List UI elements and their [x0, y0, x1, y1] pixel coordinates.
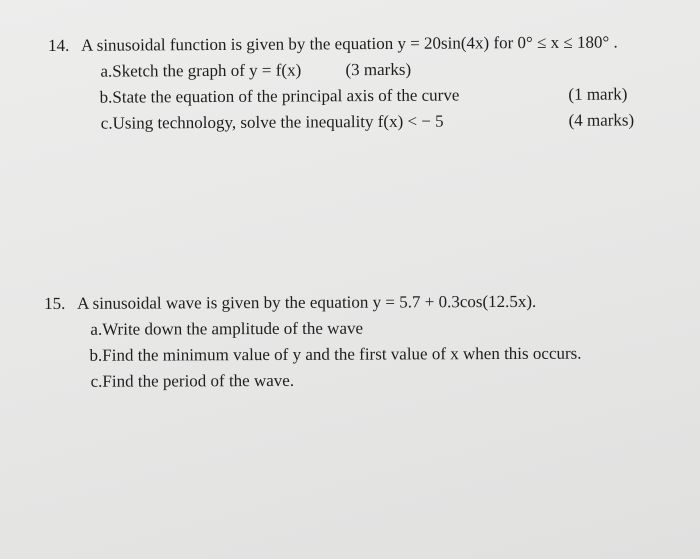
question-15-stem-line	[44, 288, 694, 317]
part-text: Write down the amplitude of the wave	[102, 318, 364, 339]
part-marks: (4 marks)	[568, 110, 635, 130]
question-14	[48, 29, 689, 137]
question-14-stem: A sinusoidal function is given by the equation y = 20sin(4x) for 0° ≤ x ≤ 180° .	[81, 32, 618, 55]
part-letter: c.	[100, 113, 113, 133]
part-text: Find the minimum value of y and the first value of x when this occurs.	[102, 343, 582, 365]
part-letter: a.	[90, 319, 103, 339]
part-letter: b.	[89, 345, 103, 365]
question-15-stem: A sinusoidal wave is given by the equation y = 5.7 + 0.3cos(12.5x).	[77, 291, 537, 313]
question-15-part-a	[44, 314, 694, 343]
question-14-part-c	[48, 107, 688, 137]
question-14-part-b	[48, 81, 688, 111]
part-marks: (3 marks)	[345, 59, 412, 80]
part-letter: b.	[99, 87, 113, 107]
part-text: Find the period of the wave.	[102, 370, 295, 391]
part-marks: (1 mark)	[568, 84, 628, 104]
part-text: Sketch the graph of y = f(x)	[112, 60, 302, 81]
question-15	[44, 288, 694, 395]
question-14-stem-line	[48, 29, 688, 59]
part-letter: c.	[90, 371, 103, 391]
part-letter: a.	[100, 61, 113, 81]
question-14-number: 14.	[48, 35, 70, 55]
question-15-part-b	[44, 340, 694, 369]
question-15-number: 15.	[44, 293, 66, 313]
part-text: Using technology, solve the inequality f(x) < − 5	[112, 111, 444, 133]
part-text: State the equation of the principal axis of the curve	[112, 85, 460, 107]
question-15-part-c	[44, 366, 694, 395]
question-14-part-a	[48, 55, 688, 85]
